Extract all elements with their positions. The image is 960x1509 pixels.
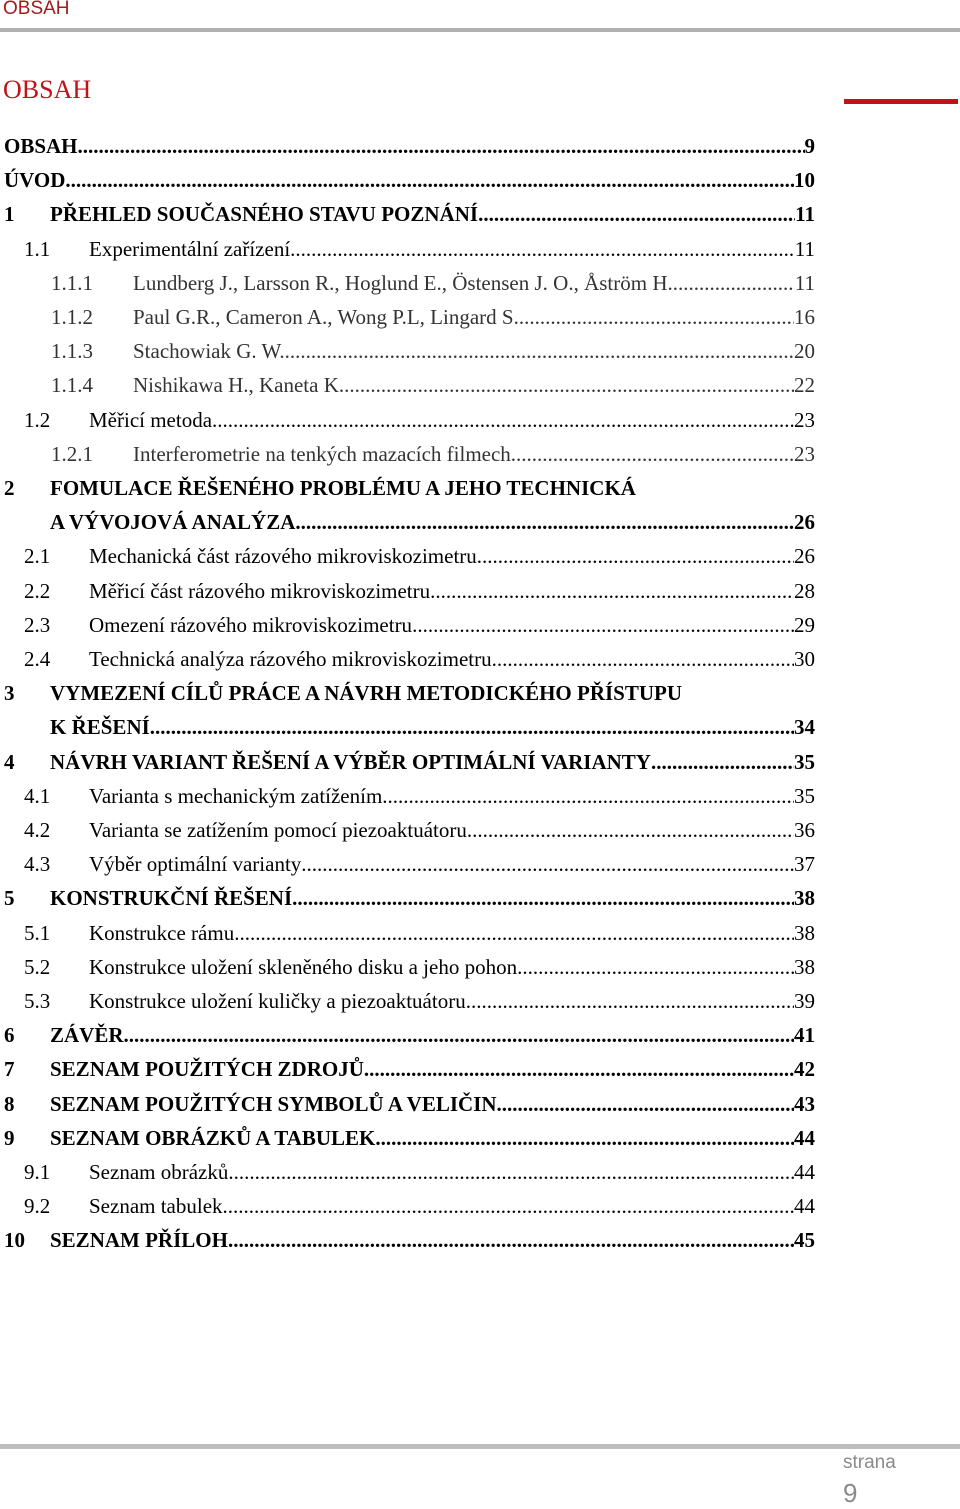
toc-entry-page: 23: [794, 407, 815, 432]
toc-dot-leader: [466, 984, 794, 1018]
toc-entry-number: 2: [4, 476, 15, 500]
toc-entry-title: Omezení rázového mikroviskozimetru: [89, 612, 413, 637]
toc-dot-leader: [290, 232, 795, 266]
toc-entry-page: 26: [794, 544, 815, 569]
toc-dot-leader: [65, 163, 794, 197]
toc-entry-number: 9.1: [24, 1160, 51, 1184]
toc-entry-number: 6: [4, 1023, 15, 1048]
toc-entry-number: 1.1.3: [51, 339, 93, 364]
toc-entry-page: 36: [794, 818, 815, 842]
toc-entry-page: 20: [794, 339, 815, 364]
toc-entry-title: Varianta s mechanickým zatížením: [89, 783, 383, 808]
toc-entry[interactable]: [0, 437, 960, 471]
toc-entry-title: PŘEHLED SOUČASNÉHO STAVU POZNÁNÍ: [50, 202, 479, 227]
toc-entry[interactable]: [0, 334, 960, 368]
toc-entry-page: 35: [794, 749, 815, 774]
toc-entry-title: NÁVRH VARIANT ŘEŠENÍ A VÝBĚR OPTIMÁLNÍ VARIANTY: [50, 749, 651, 774]
toc-dot-leader: [223, 1189, 794, 1223]
footer-page-label: strana: [843, 1452, 896, 1473]
toc-dot-leader: [295, 505, 794, 539]
toc-entry-title: ZÁVĚR: [50, 1023, 124, 1048]
toc-entry-title: Stachowiak G. W.: [133, 339, 285, 364]
toc-dot-leader: [285, 334, 794, 368]
toc-entry[interactable]: [0, 881, 960, 915]
toc-entry-title: SEZNAM POUŽITÝCH SYMBOLŮ A VELIČIN: [50, 1091, 497, 1116]
toc-entry-title: Seznam obrázků: [89, 1160, 229, 1184]
toc-entry-page: 16: [794, 305, 815, 329]
toc-entry-number: 1.2.1: [51, 441, 93, 466]
toc-entry[interactable]: [0, 197, 960, 231]
page-title: OBSAH: [3, 75, 92, 104]
toc-entry-page: 28: [794, 578, 815, 603]
toc-entry[interactable]: [0, 129, 960, 163]
toc-entry[interactable]: [0, 232, 960, 266]
toc-entry-page: 43: [794, 1091, 815, 1116]
toc-dot-leader: [78, 129, 805, 163]
toc-entry-title: Konstrukce rámu: [89, 920, 235, 945]
toc-entry-title: SEZNAM OBRÁZKŮ A TABULEK: [50, 1125, 376, 1150]
toc-entry-page: 38: [794, 954, 815, 979]
toc-dot-leader: [492, 642, 794, 676]
toc-entry-number: 1.1.1: [51, 270, 93, 295]
toc-entry-number: 1: [4, 202, 15, 227]
toc-dot-leader: [292, 881, 794, 915]
footer-page-number: 9: [843, 1478, 858, 1508]
running-header: OBSAH: [3, 0, 70, 19]
toc-entry-number: 9: [4, 1125, 15, 1150]
toc-dot-leader: [477, 539, 794, 573]
toc-dot-leader: [375, 1121, 794, 1155]
toc-entry-title: VYMEZENÍ CÍLŮ PRÁCE A NÁVRH METODICKÉHO PŘÍSTUPU: [50, 681, 683, 706]
toc-dot-leader: [511, 437, 794, 471]
toc-entry-title: Technická analýza rázového mikroviskozimetru: [89, 647, 492, 671]
toc-entry[interactable]: [0, 368, 960, 402]
toc-entry-title: Paul G.R., Cameron A., Wong P.L, Lingard S.: [133, 305, 519, 329]
toc-entry-page: 23: [794, 441, 815, 466]
toc-entry-number: 7: [4, 1057, 15, 1082]
toc-dot-leader: [517, 950, 794, 984]
toc-entry-number: 8: [4, 1091, 15, 1116]
toc-entry-number: 4: [4, 749, 15, 774]
toc-entry[interactable]: [0, 950, 960, 984]
toc-entry[interactable]: [0, 710, 960, 744]
toc-entry-page: 10: [794, 168, 815, 193]
toc-entry-title: Interferometrie na tenkých mazacích filmech: [133, 441, 511, 466]
toc-entry[interactable]: [0, 608, 960, 642]
toc-entry[interactable]: [0, 403, 960, 437]
toc-entry-title: KONSTRUKČNÍ ŘEŠENÍ: [50, 886, 293, 911]
toc-entry-number: 1.1.2: [51, 305, 93, 329]
toc-entry-number: 10: [4, 1228, 25, 1253]
toc-entry-number: 1.1: [24, 236, 51, 261]
toc-entry-page: 44: [794, 1125, 815, 1150]
toc-dot-leader: [673, 266, 795, 300]
toc-dot-leader: [651, 745, 794, 779]
toc-entry[interactable]: [0, 505, 960, 539]
toc-entry[interactable]: [0, 1121, 960, 1155]
title-accent-bar: [844, 99, 958, 104]
toc-entry-title-continued: A VÝVOJOVÁ ANALÝZA: [50, 510, 296, 535]
toc-entry[interactable]: [0, 813, 960, 847]
toc-entry-page: 26: [794, 510, 815, 535]
toc-entry-number: 3: [4, 681, 15, 706]
toc-entry[interactable]: [0, 471, 960, 505]
toc-entry-page: 22: [794, 373, 815, 398]
toc-entry-page: 35: [794, 783, 815, 808]
toc-entry-title: Konstrukce uložení kuličky a piezoaktuátoru: [89, 989, 466, 1013]
toc-dot-leader: [234, 916, 794, 950]
toc-entry-title: Konstrukce uložení skleněného disku a jeho pohon: [89, 954, 518, 979]
toc-entry[interactable]: [0, 163, 960, 197]
toc-entry[interactable]: [0, 642, 960, 676]
toc-entry-number: 4.1: [24, 783, 51, 808]
toc-entry-title: Experimentální zařízení: [89, 236, 291, 261]
toc-dot-leader: [497, 1087, 794, 1121]
toc-dot-leader: [467, 813, 794, 847]
toc-entry[interactable]: [0, 1189, 960, 1223]
toc-entry-page: 39: [794, 989, 815, 1013]
toc-entry-number: 2.2: [24, 578, 51, 603]
toc-entry[interactable]: [0, 676, 960, 710]
toc-entry-title-continued: K ŘEŠENÍ: [50, 715, 150, 740]
toc-entry[interactable]: [0, 574, 960, 608]
toc-dot-leader: [519, 300, 794, 334]
toc-entry-page: 44: [794, 1194, 815, 1219]
toc-entry-title: Měřicí metoda: [89, 407, 213, 432]
toc-entry-title: Lundberg J., Larsson R., Hoglund E., Östensen J. O., Åström H.: [133, 270, 673, 295]
toc-entry-page: 42: [794, 1057, 815, 1082]
toc-entry[interactable]: [0, 1087, 960, 1121]
footer-divider: [0, 1444, 960, 1449]
toc-entry-number: 5: [4, 886, 15, 911]
toc-entry-title: Varianta se zatížením pomocí piezoaktuátoru: [89, 818, 467, 842]
toc-dot-leader: [212, 403, 794, 437]
toc-entry[interactable]: [0, 266, 960, 300]
toc-entry-number: 2.1: [24, 544, 51, 569]
toc-dot-leader: [344, 368, 794, 402]
toc-entry-page: 45: [794, 1228, 815, 1253]
toc-entry-number: 4.2: [24, 818, 51, 842]
toc-entry-title: Nishikawa H., Kaneta K.: [133, 373, 345, 398]
toc-entry-page: 38: [794, 920, 815, 945]
toc-dot-leader: [478, 197, 795, 231]
toc-entry-number: 2.3: [24, 612, 51, 637]
toc-entry-number: 5.1: [24, 920, 51, 945]
toc-entry-page: 11: [794, 236, 815, 261]
toc-entry[interactable]: [0, 745, 960, 779]
toc-entry[interactable]: [0, 1155, 960, 1189]
toc-entry-title: Mechanická část rázového mikroviskozimetru: [89, 544, 477, 569]
toc-entry-page: 29: [794, 612, 815, 637]
toc-entry-page: 30: [794, 647, 815, 671]
toc-entry[interactable]: [0, 1223, 960, 1257]
toc-entry-number: 5.2: [24, 954, 51, 979]
toc-entry-title: SEZNAM PŘÍLOH: [50, 1228, 228, 1253]
toc-entry-page: 37: [794, 852, 815, 877]
toc-entry[interactable]: [0, 539, 960, 573]
toc-entry-number: 1.2: [24, 407, 51, 432]
header-divider: [0, 28, 960, 32]
toc-dot-leader: [124, 1018, 794, 1052]
toc-entry-title: Měřicí část rázového mikroviskozimetru: [89, 578, 431, 603]
toc-dot-leader: [364, 1052, 794, 1086]
toc-entry[interactable]: [0, 1018, 960, 1052]
toc-entry-title: Výběr optimální varianty: [89, 852, 302, 877]
toc-entry-page: 41: [794, 1023, 815, 1048]
toc-entry-number: 9.2: [24, 1194, 51, 1219]
toc-dot-leader: [412, 608, 794, 642]
toc-entry-title: FOMULACE ŘEŠENÉHO PROBLÉMU A JEHO TECHNICKÁ: [50, 476, 636, 500]
toc-entry-number: 2.4: [24, 647, 51, 671]
toc-dot-leader: [301, 847, 794, 881]
toc-entry-page: 9: [804, 134, 815, 158]
toc-entry[interactable]: [0, 300, 960, 334]
toc-entry-number: 4.3: [24, 852, 51, 877]
toc-entry-number: 5.3: [24, 989, 51, 1013]
toc-entry-page: 34: [794, 715, 815, 740]
toc-entry[interactable]: [0, 1052, 960, 1086]
toc-dot-leader: [430, 574, 794, 608]
toc-entry-title: SEZNAM POUŽITÝCH ZDROJŮ: [50, 1057, 364, 1082]
toc-entry[interactable]: [0, 984, 960, 1018]
toc-entry-page: 11: [795, 202, 815, 227]
toc-entry-page: 38: [794, 886, 815, 911]
toc-entry-title: Seznam tabulek: [89, 1194, 223, 1219]
toc-dot-leader: [150, 710, 794, 744]
toc-entry[interactable]: [0, 847, 960, 881]
toc-entry-title: OBSAH: [4, 134, 78, 158]
toc-dot-leader: [228, 1223, 794, 1257]
toc-dot-leader: [382, 779, 794, 813]
toc-entry[interactable]: [0, 916, 960, 950]
toc-entry-number: 1.1.4: [51, 373, 93, 398]
toc-dot-leader: [228, 1155, 794, 1189]
toc-entry-page: 44: [794, 1160, 815, 1184]
toc-entry-title: ÚVOD: [4, 168, 66, 193]
toc-entry[interactable]: [0, 779, 960, 813]
toc-entry-page: 11: [794, 270, 815, 295]
